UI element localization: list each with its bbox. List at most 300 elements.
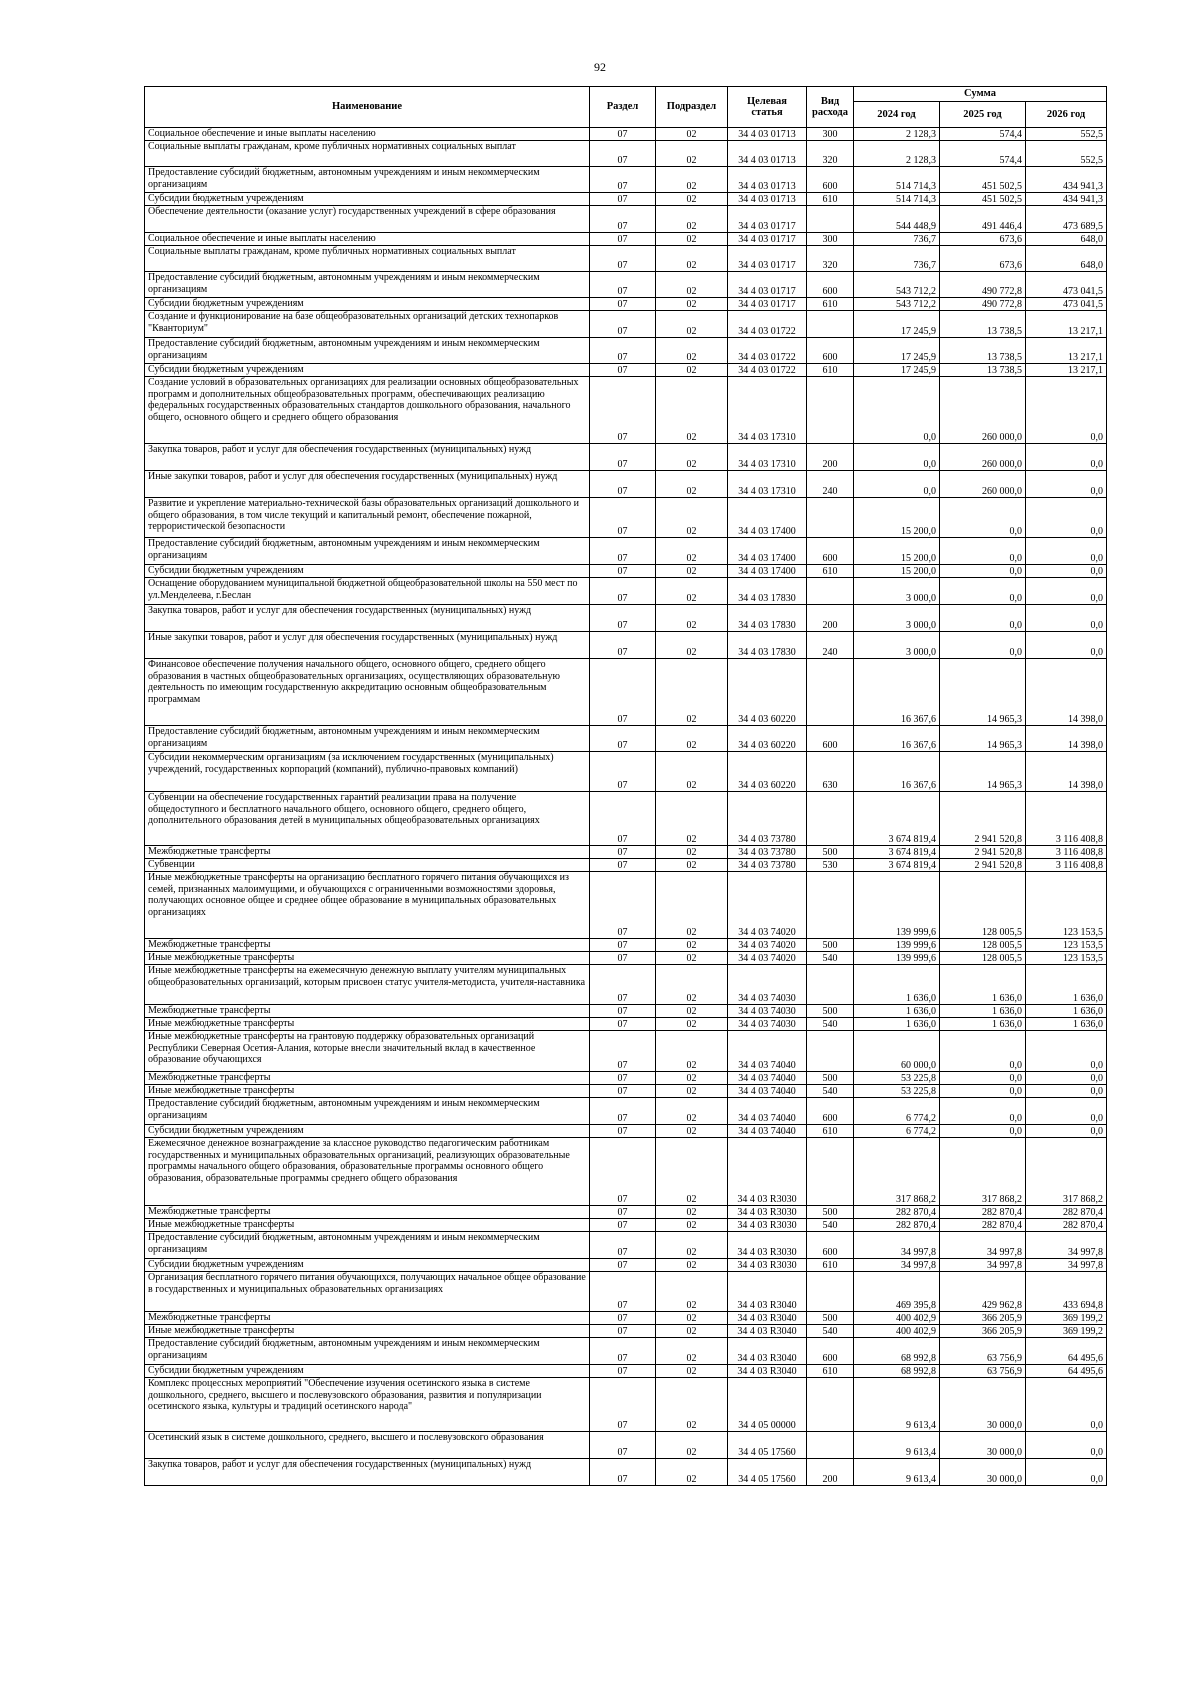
cell-2026: 0,0 — [1026, 1459, 1107, 1486]
header-target-article: Целевая статья — [728, 87, 807, 128]
cell-subsection: 02 — [656, 859, 728, 872]
cell-section: 07 — [590, 952, 656, 965]
cell-target-article: 34 4 03 74040 — [728, 1031, 807, 1072]
cell-name: Социальные выплаты гражданам, кроме публичных нормативных социальных выплат — [145, 141, 590, 167]
cell-section: 07 — [590, 1312, 656, 1325]
cell-subsection: 02 — [656, 846, 728, 859]
cell-section: 07 — [590, 206, 656, 233]
cell-name: Предоставление субсидий бюджетным, автономным учреждениям и иным некоммерческим организациям — [145, 538, 590, 565]
cell-subsection: 02 — [656, 752, 728, 792]
cell-2025: 574,4 — [940, 128, 1026, 141]
cell-subsection: 02 — [656, 792, 728, 846]
cell-expense-type — [807, 377, 854, 444]
cell-name: Субсидии бюджетным учреждениям — [145, 565, 590, 578]
cell-2024: 543 712,2 — [854, 298, 940, 311]
cell-target-article: 34 4 03 17400 — [728, 498, 807, 538]
cell-section: 07 — [590, 859, 656, 872]
cell-target-article: 34 4 03 01717 — [728, 246, 807, 272]
cell-section: 07 — [590, 872, 656, 939]
cell-target-article: 34 4 03 R3030 — [728, 1232, 807, 1259]
cell-expense-type: 240 — [807, 471, 854, 498]
cell-name: Иные закупки товаров, работ и услуг для обеспечения государственных (муниципальных) нужд — [145, 471, 590, 498]
cell-expense-type: 200 — [807, 1459, 854, 1486]
cell-name: Межбюджетные трансферты — [145, 1005, 590, 1018]
cell-section: 07 — [590, 1272, 656, 1312]
cell-2026: 317 868,2 — [1026, 1138, 1107, 1206]
cell-expense-type: 630 — [807, 752, 854, 792]
cell-name: Субсидии некоммерческим организациям (за исключением государственных (муниципальных) учреждений, государственных корпораций (компаний), публично-правовых компаний) — [145, 752, 590, 792]
table-row — [145, 377, 1107, 444]
cell-name: Закупка товаров, работ и услуг для обеспечения государственных (муниципальных) нужд — [145, 605, 590, 632]
cell-2026: 0,0 — [1026, 498, 1107, 538]
cell-subsection: 02 — [656, 1072, 728, 1085]
cell-target-article: 34 4 03 74030 — [728, 1005, 807, 1018]
cell-name: Субсидии бюджетным учреждениям — [145, 1365, 590, 1378]
table-row — [145, 167, 1107, 193]
cell-2025: 14 965,3 — [940, 752, 1026, 792]
budget-table — [144, 86, 1107, 1486]
cell-2024: 3 674 819,4 — [854, 859, 940, 872]
cell-2025: 260 000,0 — [940, 444, 1026, 471]
cell-name: Осетинский язык в системе дошкольного, среднего, высшего и послевузовского образования — [145, 1432, 590, 1459]
cell-target-article: 34 4 05 00000 — [728, 1378, 807, 1432]
cell-subsection: 02 — [656, 1259, 728, 1272]
cell-2026: 473 689,5 — [1026, 206, 1107, 233]
cell-2025: 673,6 — [940, 233, 1026, 246]
cell-expense-type: 240 — [807, 632, 854, 659]
cell-2025: 30 000,0 — [940, 1378, 1026, 1432]
cell-2026: 648,0 — [1026, 233, 1107, 246]
table-row — [145, 1031, 1107, 1072]
cell-2024: 34 997,8 — [854, 1232, 940, 1259]
cell-2025: 13 738,5 — [940, 311, 1026, 338]
cell-expense-type: 600 — [807, 272, 854, 298]
cell-2025: 0,0 — [940, 1072, 1026, 1085]
cell-section: 07 — [590, 752, 656, 792]
cell-expense-type — [807, 311, 854, 338]
cell-2026: 0,0 — [1026, 1085, 1107, 1098]
cell-section: 07 — [590, 471, 656, 498]
page-number: 92 — [594, 60, 606, 74]
table-row — [145, 538, 1107, 565]
table-row — [145, 298, 1107, 311]
cell-subsection: 02 — [656, 1031, 728, 1072]
cell-name: Иные межбюджетные трансферты — [145, 952, 590, 965]
cell-2026: 64 495,6 — [1026, 1338, 1107, 1365]
cell-section: 07 — [590, 246, 656, 272]
cell-name: Иные межбюджетные трансферты на грантовую поддержку образовательных организаций Республики Северная Осетия-Алания, которые внесли значительный вклад в качественное образование обучающихся — [145, 1031, 590, 1072]
cell-name: Ежемесячное денежное вознаграждение за классное руководство педагогическим работникам государственных и муниципальных образовательных организаций, реализующих образовательные программы начального общего образования, образовательные программы основного общего образования, образовательные программы среднего общего образования — [145, 1138, 590, 1206]
cell-target-article: 34 4 03 17400 — [728, 565, 807, 578]
table-row — [145, 206, 1107, 233]
cell-target-article: 34 4 03 R3040 — [728, 1325, 807, 1338]
cell-target-article: 34 4 03 01722 — [728, 311, 807, 338]
cell-2025: 0,0 — [940, 498, 1026, 538]
cell-target-article: 34 4 03 01717 — [728, 206, 807, 233]
cell-2024: 6 774,2 — [854, 1098, 940, 1125]
cell-2024: 68 992,8 — [854, 1338, 940, 1365]
cell-subsection: 02 — [656, 1232, 728, 1259]
cell-2026: 0,0 — [1026, 538, 1107, 565]
table-row — [145, 1325, 1107, 1338]
cell-2024: 400 402,9 — [854, 1312, 940, 1325]
cell-2025: 1 636,0 — [940, 1018, 1026, 1031]
cell-subsection: 02 — [656, 167, 728, 193]
cell-expense-type: 530 — [807, 859, 854, 872]
cell-section: 07 — [590, 1219, 656, 1232]
cell-2024: 317 868,2 — [854, 1138, 940, 1206]
cell-2024: 469 395,8 — [854, 1272, 940, 1312]
cell-2026: 34 997,8 — [1026, 1259, 1107, 1272]
cell-expense-type: 320 — [807, 246, 854, 272]
cell-subsection: 02 — [656, 377, 728, 444]
cell-expense-type — [807, 1378, 854, 1432]
cell-target-article: 34 4 03 73780 — [728, 792, 807, 846]
table-row — [145, 1085, 1107, 1098]
cell-section: 07 — [590, 578, 656, 605]
cell-subsection: 02 — [656, 246, 728, 272]
table-row — [145, 141, 1107, 167]
cell-section: 07 — [590, 605, 656, 632]
cell-expense-type — [807, 578, 854, 605]
cell-name: Иные межбюджетные трансферты на организацию бесплатного горячего питания обучающихся из семей, признанных малоимущими, и обучающихся с ограниченными возможностями здоровья, получающих основное общее и среднее общее образование в муниципальных образовательных организациях — [145, 872, 590, 939]
cell-subsection: 02 — [656, 1312, 728, 1325]
cell-expense-type — [807, 965, 854, 1005]
cell-2026: 0,0 — [1026, 632, 1107, 659]
cell-subsection: 02 — [656, 965, 728, 1005]
cell-expense-type: 600 — [807, 1098, 854, 1125]
cell-expense-type: 600 — [807, 538, 854, 565]
cell-subsection: 02 — [656, 632, 728, 659]
cell-2025: 0,0 — [940, 1098, 1026, 1125]
cell-name: Социальное обеспечение и иные выплаты населению — [145, 128, 590, 141]
cell-section: 07 — [590, 846, 656, 859]
cell-expense-type — [807, 1138, 854, 1206]
cell-2026: 0,0 — [1026, 1378, 1107, 1432]
cell-name: Субвенции — [145, 859, 590, 872]
cell-2026: 0,0 — [1026, 1432, 1107, 1459]
cell-expense-type: 600 — [807, 1338, 854, 1365]
cell-name: Предоставление субсидий бюджетным, автономным учреждениям и иным некоммерческим организациям — [145, 726, 590, 752]
cell-expense-type: 500 — [807, 1206, 854, 1219]
cell-2026: 3 116 408,8 — [1026, 846, 1107, 859]
cell-section: 07 — [590, 377, 656, 444]
cell-subsection: 02 — [656, 498, 728, 538]
cell-subsection: 02 — [656, 1085, 728, 1098]
cell-subsection: 02 — [656, 1219, 728, 1232]
cell-subsection: 02 — [656, 1338, 728, 1365]
cell-2025: 2 941 520,8 — [940, 859, 1026, 872]
cell-section: 07 — [590, 272, 656, 298]
cell-target-article: 34 4 03 74030 — [728, 1018, 807, 1031]
cell-section: 07 — [590, 1432, 656, 1459]
cell-name: Субсидии бюджетным учреждениям — [145, 1125, 590, 1138]
cell-target-article: 34 4 05 17560 — [728, 1432, 807, 1459]
table-row — [145, 605, 1107, 632]
cell-subsection: 02 — [656, 128, 728, 141]
cell-expense-type: 200 — [807, 444, 854, 471]
cell-2025: 14 965,3 — [940, 659, 1026, 726]
header-section: Раздел — [590, 87, 656, 128]
table-row — [145, 1312, 1107, 1325]
table-row — [145, 1072, 1107, 1085]
cell-subsection: 02 — [656, 578, 728, 605]
cell-2026: 64 495,6 — [1026, 1365, 1107, 1378]
cell-expense-type: 540 — [807, 1325, 854, 1338]
cell-name: Закупка товаров, работ и услуг для обеспечения государственных (муниципальных) нужд — [145, 1459, 590, 1486]
cell-section: 07 — [590, 1378, 656, 1432]
cell-2026: 14 398,0 — [1026, 659, 1107, 726]
cell-name: Межбюджетные трансферты — [145, 846, 590, 859]
cell-subsection: 02 — [656, 444, 728, 471]
cell-name: Субсидии бюджетным учреждениям — [145, 1259, 590, 1272]
cell-2026: 0,0 — [1026, 565, 1107, 578]
cell-target-article: 34 4 03 74040 — [728, 1125, 807, 1138]
cell-2024: 9 613,4 — [854, 1459, 940, 1486]
cell-2024: 53 225,8 — [854, 1072, 940, 1085]
table-row — [145, 1005, 1107, 1018]
table-row — [145, 632, 1107, 659]
table-row — [145, 1098, 1107, 1125]
cell-subsection: 02 — [656, 1098, 728, 1125]
cell-2025: 128 005,5 — [940, 939, 1026, 952]
cell-target-article: 34 4 03 R3030 — [728, 1206, 807, 1219]
cell-name: Социальные выплаты гражданам, кроме публичных нормативных социальных выплат — [145, 246, 590, 272]
cell-2026: 14 398,0 — [1026, 726, 1107, 752]
cell-subsection: 02 — [656, 605, 728, 632]
cell-2026: 0,0 — [1026, 1098, 1107, 1125]
cell-expense-type: 600 — [807, 1232, 854, 1259]
cell-expense-type: 300 — [807, 233, 854, 246]
table-row — [145, 1338, 1107, 1365]
cell-2024: 2 128,3 — [854, 141, 940, 167]
cell-name: Предоставление субсидий бюджетным, автономным учреждениям и иным некоммерческим организациям — [145, 167, 590, 193]
cell-2025: 0,0 — [940, 1031, 1026, 1072]
table-row — [145, 1138, 1107, 1206]
cell-2025: 34 997,8 — [940, 1259, 1026, 1272]
cell-name: Межбюджетные трансферты — [145, 1072, 590, 1085]
cell-subsection: 02 — [656, 233, 728, 246]
cell-section: 07 — [590, 659, 656, 726]
cell-subsection: 02 — [656, 1365, 728, 1378]
cell-expense-type: 610 — [807, 1365, 854, 1378]
cell-target-article: 34 4 03 17830 — [728, 578, 807, 605]
cell-2025: 34 997,8 — [940, 1232, 1026, 1259]
cell-target-article: 34 4 03 01722 — [728, 364, 807, 377]
cell-2024: 514 714,3 — [854, 167, 940, 193]
cell-section: 07 — [590, 128, 656, 141]
cell-subsection: 02 — [656, 298, 728, 311]
cell-2025: 429 962,8 — [940, 1272, 1026, 1312]
cell-expense-type — [807, 1031, 854, 1072]
cell-2026: 0,0 — [1026, 1072, 1107, 1085]
cell-target-article: 34 4 03 60220 — [728, 659, 807, 726]
cell-target-article: 34 4 03 74020 — [728, 939, 807, 952]
cell-2026: 473 041,5 — [1026, 272, 1107, 298]
cell-section: 07 — [590, 141, 656, 167]
cell-2025: 282 870,4 — [940, 1206, 1026, 1219]
cell-2026: 0,0 — [1026, 1125, 1107, 1138]
cell-2026: 369 199,2 — [1026, 1325, 1107, 1338]
cell-2025: 451 502,5 — [940, 193, 1026, 206]
cell-expense-type — [807, 792, 854, 846]
cell-expense-type: 500 — [807, 1005, 854, 1018]
header-name: Наименование — [145, 87, 590, 128]
cell-2025: 574,4 — [940, 141, 1026, 167]
cell-2024: 17 245,9 — [854, 311, 940, 338]
cell-subsection: 02 — [656, 1432, 728, 1459]
cell-2025: 0,0 — [940, 1125, 1026, 1138]
table-body — [145, 128, 1107, 1486]
cell-subsection: 02 — [656, 1018, 728, 1031]
cell-expense-type: 600 — [807, 338, 854, 364]
cell-target-article: 34 4 03 R3030 — [728, 1259, 807, 1272]
cell-2024: 3 000,0 — [854, 578, 940, 605]
cell-2025: 260 000,0 — [940, 471, 1026, 498]
cell-expense-type: 610 — [807, 1259, 854, 1272]
cell-section: 07 — [590, 444, 656, 471]
cell-2024: 544 448,9 — [854, 206, 940, 233]
cell-2026: 0,0 — [1026, 377, 1107, 444]
cell-target-article: 34 4 03 01722 — [728, 338, 807, 364]
cell-2024: 3 000,0 — [854, 632, 940, 659]
cell-target-article: 34 4 03 01713 — [728, 193, 807, 206]
cell-name: Предоставление субсидий бюджетным, автономным учреждениям и иным некоммерческим организациям — [145, 1232, 590, 1259]
cell-name: Закупка товаров, работ и услуг для обеспечения государственных (муниципальных) нужд — [145, 444, 590, 471]
cell-expense-type: 200 — [807, 605, 854, 632]
table-row — [145, 498, 1107, 538]
cell-2025: 260 000,0 — [940, 377, 1026, 444]
cell-2024: 1 636,0 — [854, 965, 940, 1005]
cell-expense-type: 300 — [807, 128, 854, 141]
cell-2026: 1 636,0 — [1026, 1005, 1107, 1018]
cell-2026: 282 870,4 — [1026, 1206, 1107, 1219]
cell-section: 07 — [590, 167, 656, 193]
cell-2024: 17 245,9 — [854, 338, 940, 364]
cell-expense-type — [807, 1432, 854, 1459]
cell-2024: 736,7 — [854, 246, 940, 272]
table-row — [145, 939, 1107, 952]
cell-name: Иные межбюджетные трансферты — [145, 1325, 590, 1338]
cell-2026: 282 870,4 — [1026, 1219, 1107, 1232]
cell-section: 07 — [590, 1098, 656, 1125]
cell-2024: 1 636,0 — [854, 1005, 940, 1018]
cell-subsection: 02 — [656, 1125, 728, 1138]
cell-subsection: 02 — [656, 1325, 728, 1338]
cell-2026: 552,5 — [1026, 128, 1107, 141]
table-row — [145, 1259, 1107, 1272]
cell-2024: 2 128,3 — [854, 128, 940, 141]
cell-2025: 366 205,9 — [940, 1325, 1026, 1338]
cell-2024: 3 674 819,4 — [854, 792, 940, 846]
cell-2026: 3 116 408,8 — [1026, 792, 1107, 846]
cell-2024: 6 774,2 — [854, 1125, 940, 1138]
cell-2026: 34 997,8 — [1026, 1232, 1107, 1259]
cell-subsection: 02 — [656, 364, 728, 377]
cell-section: 07 — [590, 1325, 656, 1338]
cell-target-article: 34 4 05 17560 — [728, 1459, 807, 1486]
cell-target-article: 34 4 03 01713 — [728, 167, 807, 193]
cell-target-article: 34 4 03 73780 — [728, 859, 807, 872]
table-row — [145, 1432, 1107, 1459]
cell-target-article: 34 4 03 73780 — [728, 846, 807, 859]
table-row — [145, 1365, 1107, 1378]
cell-name: Оснащение оборудованием муниципальной бюджетной общеобразовательной школы на 550 мест по ул.Менделеева, г.Беслан — [145, 578, 590, 605]
cell-2026: 13 217,1 — [1026, 364, 1107, 377]
cell-expense-type: 540 — [807, 1219, 854, 1232]
cell-subsection: 02 — [656, 1005, 728, 1018]
cell-name: Иные межбюджетные трансферты — [145, 1018, 590, 1031]
cell-target-article: 34 4 03 01713 — [728, 128, 807, 141]
table-row — [145, 1125, 1107, 1138]
cell-2026: 123 153,5 — [1026, 939, 1107, 952]
table-row — [145, 752, 1107, 792]
cell-expense-type — [807, 206, 854, 233]
cell-2025: 491 446,4 — [940, 206, 1026, 233]
table-row — [145, 578, 1107, 605]
table-row — [145, 859, 1107, 872]
cell-subsection: 02 — [656, 939, 728, 952]
cell-2024: 16 367,6 — [854, 659, 940, 726]
table-row — [145, 1232, 1107, 1259]
table-row — [145, 471, 1107, 498]
cell-2024: 282 870,4 — [854, 1206, 940, 1219]
cell-expense-type: 600 — [807, 167, 854, 193]
cell-target-article: 34 4 03 74040 — [728, 1072, 807, 1085]
cell-2024: 17 245,9 — [854, 364, 940, 377]
table-row — [145, 846, 1107, 859]
cell-section: 07 — [590, 1125, 656, 1138]
cell-2024: 34 997,8 — [854, 1259, 940, 1272]
cell-2025: 13 738,5 — [940, 364, 1026, 377]
table-row — [145, 233, 1107, 246]
cell-target-article: 34 4 03 R3030 — [728, 1138, 807, 1206]
cell-2025: 317 868,2 — [940, 1138, 1026, 1206]
cell-name: Комплекс процессных мероприятий "Обеспечение изучения осетинского языка в системе дошкольного, среднего, высшего и послевузовского образования, развития и популяризации осетинского языка, культуры и традиций осетинского народа" — [145, 1378, 590, 1432]
cell-section: 07 — [590, 1459, 656, 1486]
cell-section: 07 — [590, 792, 656, 846]
cell-2026: 648,0 — [1026, 246, 1107, 272]
cell-2026: 369 199,2 — [1026, 1312, 1107, 1325]
cell-name: Предоставление субсидий бюджетным, автономным учреждениям и иным некоммерческим организациям — [145, 1338, 590, 1365]
cell-2024: 400 402,9 — [854, 1325, 940, 1338]
cell-2024: 15 200,0 — [854, 498, 940, 538]
cell-expense-type: 320 — [807, 141, 854, 167]
cell-target-article: 34 4 03 01717 — [728, 233, 807, 246]
cell-2025: 63 756,9 — [940, 1365, 1026, 1378]
cell-2025: 30 000,0 — [940, 1459, 1026, 1486]
header-year-2026: 2026 год — [1026, 102, 1107, 128]
cell-name: Социальное обеспечение и иные выплаты населению — [145, 233, 590, 246]
cell-2026: 1 636,0 — [1026, 965, 1107, 1005]
cell-name: Создание и функционирование на базе общеобразовательных организаций детских технопарков "Кванториум" — [145, 311, 590, 338]
cell-expense-type: 500 — [807, 1072, 854, 1085]
cell-2026: 14 398,0 — [1026, 752, 1107, 792]
cell-target-article: 34 4 03 74020 — [728, 952, 807, 965]
cell-target-article: 34 4 03 17310 — [728, 377, 807, 444]
cell-expense-type: 500 — [807, 1312, 854, 1325]
cell-section: 07 — [590, 1259, 656, 1272]
cell-section: 07 — [590, 565, 656, 578]
cell-target-article: 34 4 03 74040 — [728, 1098, 807, 1125]
cell-2026: 434 941,3 — [1026, 193, 1107, 206]
cell-2025: 14 965,3 — [940, 726, 1026, 752]
cell-subsection: 02 — [656, 659, 728, 726]
cell-2024: 9 613,4 — [854, 1378, 940, 1432]
cell-section: 07 — [590, 311, 656, 338]
cell-expense-type: 500 — [807, 846, 854, 859]
cell-2024: 16 367,6 — [854, 752, 940, 792]
